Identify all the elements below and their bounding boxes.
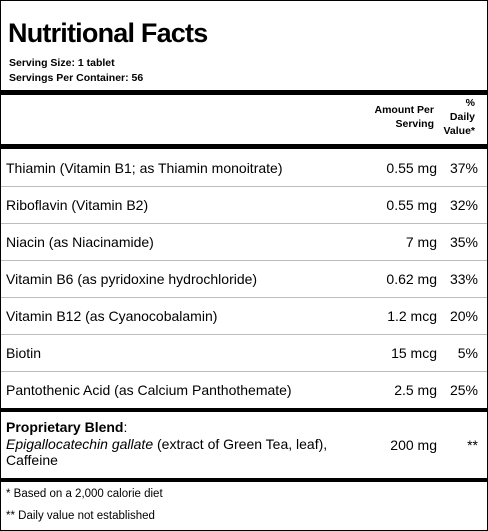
nutrient-name: Niacin (as Niacinamide) bbox=[6, 234, 154, 250]
nutrient-name: Riboflavin (Vitamin B2) bbox=[6, 197, 149, 213]
dv-header-line2: Daily bbox=[449, 111, 475, 123]
nutrient-daily-value: 5% bbox=[457, 345, 478, 361]
nutrient-amount: 2.5 mg bbox=[394, 382, 437, 398]
blend-ingredient-rest: (extract of Green Tea, leaf), Caffeine bbox=[6, 435, 328, 468]
nutrient-name: Thiamin (Vitamin B1; as Thiamin monoitrate) bbox=[6, 160, 283, 176]
nutrient-amount: 1.2 mcg bbox=[387, 308, 437, 324]
proprietary-blend bbox=[6, 419, 366, 469]
label-title: Nutritional Facts bbox=[8, 18, 208, 48]
blend-amount: 200 mg bbox=[390, 437, 437, 453]
nutrient-daily-value: 35% bbox=[449, 234, 478, 250]
nutrient-daily-value: 32% bbox=[449, 197, 478, 213]
blend-daily-value: ** bbox=[467, 437, 478, 453]
nutrient-name: Vitamin B12 (as Cyanocobalamin) bbox=[6, 308, 218, 324]
nutrient-row bbox=[1, 297, 487, 334]
blend-colon: : bbox=[123, 419, 128, 435]
daily-value-footnote: ** Daily value not established bbox=[6, 510, 155, 522]
nutrient-row bbox=[1, 223, 487, 260]
dv-header-line1: % bbox=[465, 97, 475, 109]
amount-per-serving-header bbox=[344, 103, 434, 131]
nutrient-row bbox=[1, 334, 487, 371]
nutrient-name: Pantothenic Acid (as Calcium Panthothemate) bbox=[6, 382, 292, 398]
amount-header-line1: Amount Per bbox=[374, 104, 434, 116]
blend-ingredient: Epigallocatechin gallate bbox=[6, 435, 154, 452]
header-divider bbox=[1, 90, 487, 95]
nutrient-daily-value: 25% bbox=[449, 382, 478, 398]
nutrient-amount: 0.55 mg bbox=[386, 160, 437, 176]
nutrient-daily-value: 37% bbox=[449, 160, 478, 176]
nutrient-name: Biotin bbox=[6, 345, 42, 361]
nutrient-row bbox=[1, 149, 487, 186]
calorie-footnote: * Based on a 2,000 calorie diet bbox=[6, 488, 163, 500]
nutrient-row bbox=[1, 260, 487, 297]
blend-name: Proprietary Blend bbox=[6, 419, 124, 435]
nutrient-row bbox=[1, 186, 487, 223]
nutrient-daily-value: 20% bbox=[449, 308, 478, 324]
nutrient-row bbox=[1, 371, 487, 408]
nutrient-amount: 0.55 mg bbox=[386, 197, 437, 213]
dv-header-line3: Value* bbox=[443, 125, 475, 137]
daily-value-header bbox=[425, 96, 475, 138]
nutrient-name: Vitamin B6 (as pyridoxine hydrochloride) bbox=[6, 271, 258, 287]
nutrient-daily-value: 33% bbox=[449, 271, 478, 287]
nutrient-amount: 0.62 mg bbox=[386, 271, 437, 287]
nutrient-amount: 15 mcg bbox=[391, 345, 437, 361]
amount-header-line2: Serving bbox=[395, 118, 434, 130]
servings-per-container: Servings Per Container: 56 bbox=[9, 72, 144, 84]
footnote-divider bbox=[1, 478, 487, 482]
serving-size: Serving Size: 1 tablet bbox=[9, 57, 115, 69]
nutrient-amount: 7 mg bbox=[405, 234, 437, 250]
blend-divider bbox=[1, 408, 487, 412]
